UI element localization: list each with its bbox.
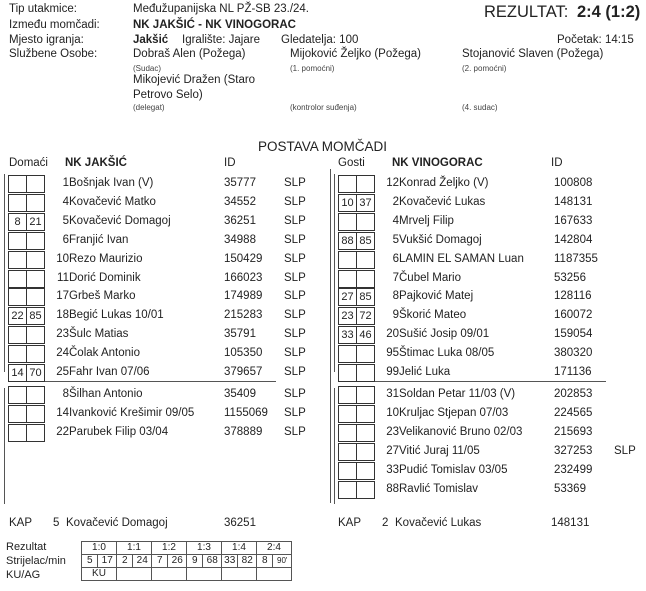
venue-label: Mjesto igranja: xyxy=(9,34,84,46)
player-name: Parubek Filip 03/04 xyxy=(69,426,169,438)
away-captain-number: 2 xyxy=(382,517,389,529)
player-slp: SLP xyxy=(284,309,306,321)
sub-in-minute-box xyxy=(338,443,357,461)
venue-value: Jakšić xyxy=(133,34,169,46)
player-name: Ivanković Krešimir 09/05 xyxy=(69,407,195,419)
sub-in-minute-box xyxy=(338,386,357,404)
sub-in-minute-box xyxy=(8,424,27,442)
referee-role: (Sudac) xyxy=(133,64,162,73)
player-name: Šulc Matias xyxy=(69,328,129,340)
score-cell: 1:1 xyxy=(117,542,152,555)
player-slp: SLP xyxy=(284,347,306,359)
sub-in-minute-box xyxy=(8,386,27,404)
player-id: 150429 xyxy=(224,253,263,265)
away-subs-separator xyxy=(338,381,606,382)
player-number: 8 xyxy=(62,388,69,400)
summary-kuag-label: KU/AG xyxy=(6,569,41,581)
player-id: 35409 xyxy=(224,388,256,400)
home-captain-name: Kovačević Domagoj xyxy=(66,517,168,529)
sub-out-minute-box xyxy=(26,251,45,269)
player-number: 33 xyxy=(386,464,399,476)
player-id: 35777 xyxy=(224,177,256,189)
player-name: Velikanović Bruno 02/03 xyxy=(399,426,523,438)
player-name: LAMIN EL SAMAN Luan xyxy=(399,253,524,265)
officials-label: Službene Osobe: xyxy=(9,48,98,60)
sub-out-minute-box xyxy=(26,405,45,423)
player-name: Vukšić Domagoj xyxy=(399,234,482,246)
kuag-cell xyxy=(187,568,222,581)
player-number: 2 xyxy=(392,196,399,208)
home-subs-left-border xyxy=(4,388,5,504)
away-subs-left-border xyxy=(334,388,335,504)
sub-in-minute-box xyxy=(8,288,27,306)
home-id-header: ID xyxy=(224,157,236,169)
player-name: Vitić Juraj 11/05 xyxy=(399,445,480,457)
center-divider xyxy=(330,169,331,503)
player-id: 224565 xyxy=(554,407,593,419)
summary-result-label: Rezultat xyxy=(6,541,47,553)
home-side-label: Domaći xyxy=(9,157,48,169)
sub-in-minute-box xyxy=(8,194,27,212)
player-name: Dorić Dominik xyxy=(69,272,141,284)
sub-in-minute-box xyxy=(338,270,357,288)
sub-in-minute-box xyxy=(8,270,27,288)
sub-out-minute-box xyxy=(26,194,45,212)
player-slp: SLP xyxy=(284,215,306,227)
player-number: 18 xyxy=(56,309,69,321)
player-id: 215693 xyxy=(554,426,593,438)
scorer-number-cell: 33 xyxy=(222,555,238,568)
away-captain-id: 148131 xyxy=(551,517,590,529)
player-name: Ravlić Tomislav xyxy=(399,483,479,495)
player-slp: SLP xyxy=(614,445,636,457)
player-number: 31 xyxy=(386,388,399,400)
pitch-value: Igralište: Jajare xyxy=(182,34,260,46)
sub-in-minute-box xyxy=(8,345,27,363)
summary-scorer-label: Strijelac/min xyxy=(6,555,66,567)
sub-out-minute-box xyxy=(356,213,375,231)
sub-in-minute-box xyxy=(8,251,27,269)
player-number: 22 xyxy=(56,426,69,438)
sub-out-minute-box xyxy=(26,326,45,344)
player-number: 5 xyxy=(392,234,399,246)
player-number: 10 xyxy=(386,407,399,419)
sub-in-minute-box: 27 xyxy=(338,288,357,306)
player-number: 5 xyxy=(62,215,69,227)
assistant2-name: Stojanović Slaven (Požega) xyxy=(462,48,604,60)
player-name: Šilhan Antonio xyxy=(69,388,143,400)
assistant2-role: (2. pomoćni) xyxy=(462,64,507,73)
player-id: 100808 xyxy=(554,177,593,189)
player-id: 1187355 xyxy=(554,253,598,265)
sub-in-minute-box xyxy=(338,481,357,499)
player-id: 166023 xyxy=(224,272,263,284)
fourth-official-role: (4. sudac) xyxy=(462,103,498,112)
sub-out-minute-box xyxy=(356,443,375,461)
player-number: 27 xyxy=(386,445,399,457)
player-name: Bošnjak Ivan (V) xyxy=(69,177,154,189)
sub-in-minute-box xyxy=(8,326,27,344)
player-name: Čolak Antonio xyxy=(69,347,140,359)
player-id: 171136 xyxy=(554,366,592,378)
player-slp: SLP xyxy=(284,196,306,208)
home-captain-number: 5 xyxy=(53,517,60,529)
home-starters-left-border xyxy=(4,174,5,372)
score-cell: 1:0 xyxy=(82,542,117,555)
scorer-minute-cell: 17 xyxy=(98,555,117,568)
player-id: 174989 xyxy=(224,290,263,302)
player-name: Kovačević Lukas xyxy=(399,196,486,208)
scorer-number-cell: 5 xyxy=(82,555,98,568)
sub-in-minute-box: 33 xyxy=(338,326,357,344)
player-number: 4 xyxy=(392,215,399,227)
player-slp: SLP xyxy=(284,328,306,340)
player-name: Rezo Maurizio xyxy=(69,253,143,265)
scorer-minute-cell: 68 xyxy=(203,555,222,568)
player-slp: SLP xyxy=(284,234,306,246)
sub-in-minute-box xyxy=(338,345,357,363)
player-name: Mrvelj Filip xyxy=(399,215,454,227)
player-name: Pudić Tomislav 03/05 xyxy=(399,464,508,476)
delegate-name-line1: Mikojević Dražen (Staro xyxy=(133,74,256,86)
sub-in-minute-box xyxy=(338,175,357,193)
sub-in-minute-box xyxy=(8,175,27,193)
scorer-number-cell: 2 xyxy=(117,555,133,568)
player-id: 379657 xyxy=(224,366,263,378)
sub-in-minute-box xyxy=(338,405,357,423)
player-slp: SLP xyxy=(284,272,306,284)
player-id: 148131 xyxy=(554,196,593,208)
away-team-name: NK VINOGORAC xyxy=(392,157,483,169)
player-name: Begić Lukas 10/01 xyxy=(69,309,164,321)
player-number: 6 xyxy=(392,253,399,265)
player-id: 128116 xyxy=(554,290,592,302)
player-number: 9 xyxy=(392,309,399,321)
score-cell: 2:4 xyxy=(257,542,292,555)
referee-name: Dobraš Alen (Požega) xyxy=(133,48,246,60)
sub-out-minute-box xyxy=(356,386,375,404)
player-number: 88 xyxy=(386,483,399,495)
player-id: 380320 xyxy=(554,347,593,359)
summary-table xyxy=(81,541,292,581)
lineup-title: POSTAVA MOMČADI xyxy=(258,139,388,154)
player-number: 99 xyxy=(386,366,399,378)
home-subs-separator xyxy=(8,381,276,382)
scorer-number-cell: 9 xyxy=(187,555,203,568)
player-name: Kovačević Matko xyxy=(69,196,156,208)
player-number: 14 xyxy=(56,407,69,419)
player-slp: SLP xyxy=(284,388,306,400)
away-captain-label: KAP xyxy=(338,517,362,529)
sub-out-minute-box: 85 xyxy=(356,288,375,306)
away-captain-name: Kovačević Lukas xyxy=(395,517,482,529)
player-number: 7 xyxy=(392,272,399,284)
player-number: 12 xyxy=(386,177,399,189)
player-id: 327253 xyxy=(554,445,593,457)
player-name: Kruljac Stjepan 07/03 xyxy=(399,407,509,419)
delegate-role: (delegat) xyxy=(133,103,165,112)
scorer-number-cell: 8 xyxy=(257,555,273,568)
player-number: 24 xyxy=(56,347,69,359)
sub-in-minute-box: 14 xyxy=(8,364,27,382)
sub-out-minute-box xyxy=(26,386,45,404)
player-name: Grbeš Marko xyxy=(69,290,136,302)
score-cell: 1:3 xyxy=(187,542,222,555)
result-label: REZULTAT: xyxy=(484,3,569,21)
kuag-cell xyxy=(117,568,152,581)
sub-out-minute-box xyxy=(356,175,375,193)
player-number: 6 xyxy=(62,234,69,246)
sub-in-minute-box: 88 xyxy=(338,232,357,250)
assistant1-name: Mijoković Željko (Požega) xyxy=(290,48,422,60)
player-id: 202853 xyxy=(554,388,593,400)
kuag-cell xyxy=(222,568,257,581)
away-id-header: ID xyxy=(551,157,563,169)
player-slp: SLP xyxy=(284,407,306,419)
player-id: 159054 xyxy=(554,328,593,340)
player-slp: SLP xyxy=(284,290,306,302)
sub-out-minute-box xyxy=(356,405,375,423)
sub-in-minute-box: 8 xyxy=(8,213,27,231)
sub-out-minute-box xyxy=(356,345,375,363)
attendance-value: Gledatelja: 100 xyxy=(281,34,359,46)
sub-out-minute-box xyxy=(356,481,375,499)
home-captain-id: 36251 xyxy=(224,517,256,529)
tip-label: Tip utakmice: xyxy=(9,3,77,15)
sub-out-minute-box xyxy=(356,364,375,382)
sub-out-minute-box xyxy=(26,424,45,442)
player-id: 160072 xyxy=(554,309,593,321)
player-id: 1155069 xyxy=(224,407,268,419)
scorer-number-cell: 7 xyxy=(152,555,168,568)
sub-out-minute-box: 21 xyxy=(26,213,45,231)
sub-in-minute-box: 23 xyxy=(338,307,357,325)
player-number: 4 xyxy=(62,196,69,208)
away-starters-left-border xyxy=(334,174,335,372)
kuag-cell: KU xyxy=(82,568,117,581)
sub-out-minute-box: 85 xyxy=(26,307,45,325)
sub-out-minute-box xyxy=(26,345,45,363)
player-id: 142804 xyxy=(554,234,593,246)
sub-in-minute-box: 22 xyxy=(8,307,27,325)
scorer-minute-cell: 90' xyxy=(273,555,292,568)
sub-out-minute-box: 85 xyxy=(356,232,375,250)
delegate-name-line2: Petrovo Selo) xyxy=(133,89,203,101)
tip-value: Međužupanijska NL PŽ-SB 23./24. xyxy=(133,3,309,15)
player-name: Čubel Mario xyxy=(399,272,461,284)
player-number: 8 xyxy=(392,290,399,302)
player-id: 34552 xyxy=(224,196,256,208)
player-id: 35791 xyxy=(224,328,256,340)
score-cell: 1:2 xyxy=(152,542,187,555)
player-id: 215283 xyxy=(224,309,263,321)
player-name: Škorić Mateo xyxy=(399,309,467,321)
home-captain-label: KAP xyxy=(9,517,33,529)
player-number: 23 xyxy=(386,426,399,438)
kuag-cell xyxy=(257,568,292,581)
sub-in-minute-box xyxy=(338,364,357,382)
sub-in-minute-box: 10 xyxy=(338,194,357,212)
player-number: 20 xyxy=(386,328,399,340)
sub-out-minute-box: 46 xyxy=(356,326,375,344)
sub-in-minute-box xyxy=(338,462,357,480)
player-number: 11 xyxy=(57,272,69,284)
player-name: Jelić Luka xyxy=(399,366,451,378)
between-value: NK JAKŠIĆ - NK VINOGORAC xyxy=(133,19,296,31)
player-number: 23 xyxy=(56,328,69,340)
player-number: 25 xyxy=(56,366,69,378)
player-id: 232499 xyxy=(554,464,593,476)
player-name: Konrad Željko (V) xyxy=(399,177,489,189)
sub-out-minute-box: 37 xyxy=(356,194,375,212)
player-id: 105350 xyxy=(224,347,263,359)
player-id: 34988 xyxy=(224,234,256,246)
player-slp: SLP xyxy=(284,426,306,438)
sub-out-minute-box xyxy=(26,270,45,288)
player-number: 95 xyxy=(386,347,399,359)
assistant1-role: (1. pomoćni) xyxy=(290,64,335,73)
player-id: 53369 xyxy=(554,483,586,495)
sub-out-minute-box: 70 xyxy=(26,364,45,382)
sub-in-minute-box xyxy=(8,232,27,250)
sub-out-minute-box xyxy=(356,270,375,288)
sub-in-minute-box xyxy=(338,251,357,269)
result-value: 2:4 (1:2) xyxy=(577,3,641,21)
player-slp: SLP xyxy=(284,366,306,378)
player-number: 1 xyxy=(62,177,69,189)
player-name: Soldan Petar 11/03 (V) xyxy=(399,388,516,400)
player-number: 17 xyxy=(56,290,69,302)
player-name: Franjić Ivan xyxy=(69,234,129,246)
score-cell: 1:4 xyxy=(222,542,257,555)
sub-in-minute-box xyxy=(8,405,27,423)
scorer-minute-cell: 82 xyxy=(238,555,257,568)
player-id: 36251 xyxy=(224,215,256,227)
sub-out-minute-box xyxy=(26,288,45,306)
sub-in-minute-box xyxy=(338,424,357,442)
sub-out-minute-box xyxy=(26,175,45,193)
player-name: Fahr Ivan 07/06 xyxy=(69,366,150,378)
sub-out-minute-box xyxy=(356,462,375,480)
player-number: 10 xyxy=(56,253,69,265)
kickoff-value: Početak: 14:15 xyxy=(557,34,634,46)
sub-out-minute-box: 72 xyxy=(356,307,375,325)
scorer-minute-cell: 24 xyxy=(133,555,152,568)
player-id: 167633 xyxy=(554,215,593,227)
away-side-label: Gosti xyxy=(338,157,365,169)
player-id: 53256 xyxy=(554,272,586,284)
home-team-name: NK JAKŠIĆ xyxy=(65,157,127,169)
player-name: Štimac Luka 08/05 xyxy=(399,347,495,359)
sub-out-minute-box xyxy=(356,424,375,442)
sub-in-minute-box xyxy=(338,213,357,231)
scorer-minute-cell: 26 xyxy=(168,555,187,568)
player-id: 378889 xyxy=(224,426,263,438)
player-name: Kovačević Domagoj xyxy=(69,215,171,227)
sub-out-minute-box xyxy=(356,251,375,269)
sub-out-minute-box xyxy=(26,232,45,250)
player-slp: SLP xyxy=(284,253,306,265)
player-name: Sušić Josip 09/01 xyxy=(399,328,490,340)
player-name: Pajković Matej xyxy=(399,290,474,302)
kuag-cell xyxy=(152,568,187,581)
match-controller-role: (kontrolor suđenja) xyxy=(290,103,357,112)
player-slp: SLP xyxy=(284,177,306,189)
between-label: Između momčadi: xyxy=(9,19,100,31)
